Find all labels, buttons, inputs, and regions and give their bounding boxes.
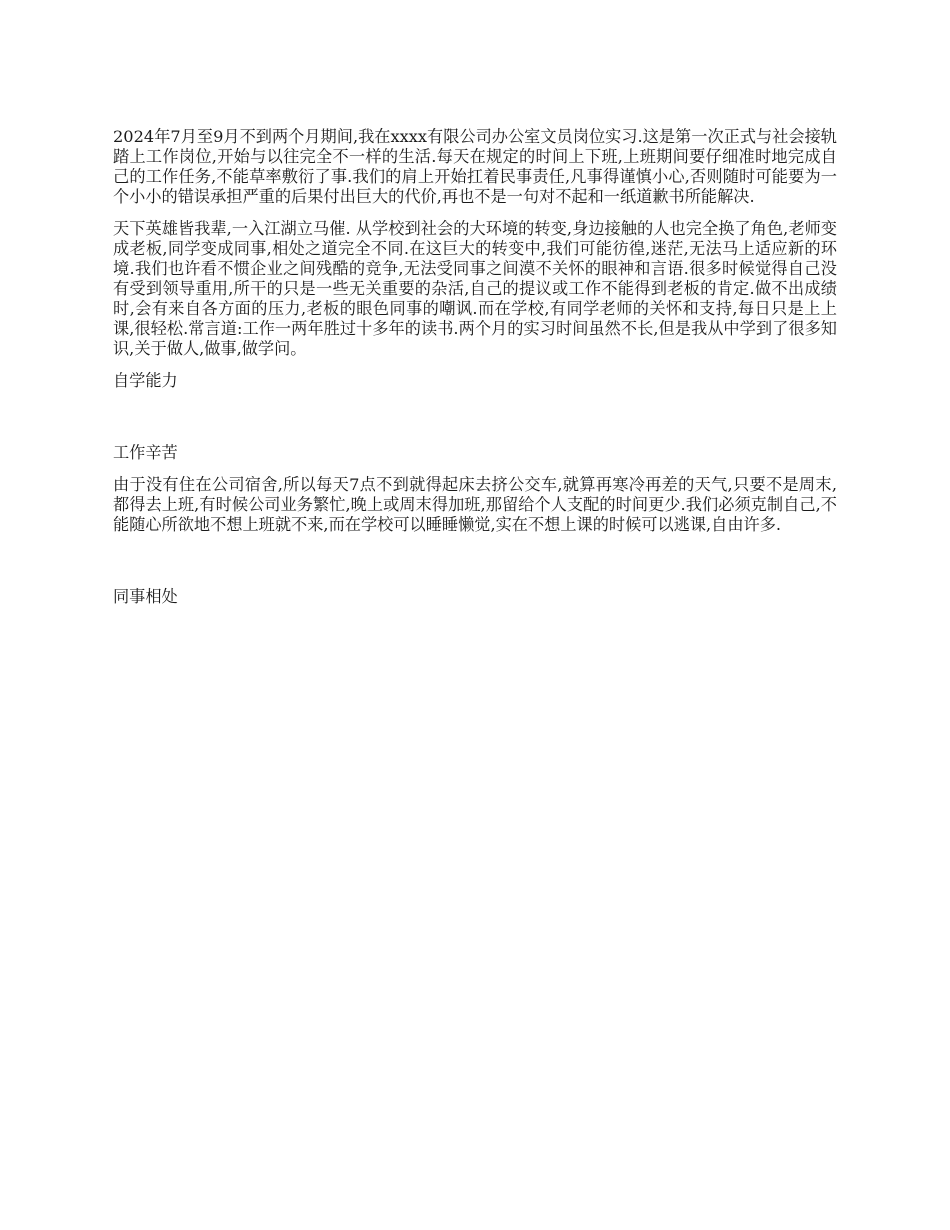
- paragraph-internship-intro: 2024年7月至9月不到两个月期间,我在xxxx有限公司办公室文员岗位实习.这是第一次正式与社会接轨踏上工作岗位,开始与以往完全不一样的生活.每天在规定的时间上下班,上班期间要仔细准时地完成自己的工作任务,不能草率敷衍了事.我们的肩上开始扛着民事责任,凡事得谨慎小心,否则随时可能要为一个小小的错误承担严重的后果付出巨大的代价,再也不是一句对不起和一纸道歉书所能解决.: [113, 127, 837, 206]
- section-heading-self-learning: 自学能力: [113, 371, 178, 390]
- document-body: [113, 127, 837, 607]
- section-heading-hard-work: 工作辛苦: [113, 443, 178, 462]
- paragraph-environment-change: 天下英雄皆我辈,一入江湖立马催. 从学校到社会的大环境的转变,身边接触的人也完全换了角色,老师变成老板,同学变成同事,相处之道完全不同.在这巨大的转变中,我们可能彷徨,迷茫,无法马上适应新的环境.我们也许看不惯企业之间残酷的竞争,无法受同事之间漠不关怀的眼神和言语.很多时候觉得自己没有受到领导重用,所干的只是一些无关重要的杂活,自己的提议或工作不能得到老板的肯定.做不出成绩时,会有来自各方面的压力,老板的眼色同事的嘲讽.而在学校,有同学老师的关怀和支持,每日只是上上课,很轻松.常言道:工作一两年胜过十多年的读书.两个月的实习时间虽然不长,但是我从中学到了很多知识,关于做人,做事,做学问。: [113, 219, 837, 358]
- section-heading-colleagues: 同事相处: [113, 587, 178, 606]
- paragraph-hard-work: 由于没有住在公司宿舍,所以每天7点不到就得起床去挤公交车,就算再寒冷再差的天气,只要不是周末,都得去上班,有时候公司业务繁忙,晚上或周末得加班,那留给个人支配的时间更少.我们必须克制自己,不能随心所欲地不想上班就不来,而在学校可以睡睡懒觉,实在不想上课的时候可以逃课,自由许多.: [113, 475, 837, 534]
